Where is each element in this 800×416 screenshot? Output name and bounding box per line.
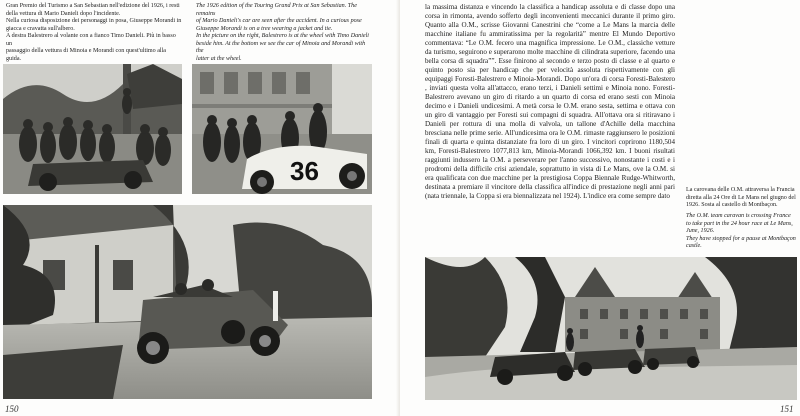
- photo-minoia-morandi-image: [3, 205, 372, 399]
- page-number-right: 151: [780, 404, 794, 414]
- left-caption-italian: Gran Premio del Turismo a San Sebastian nell'edizione del 1926, i resti della vettura di Mario Danieli dopo l'incidente. Nella curiosa disposizione dei personaggi in posa, Giuseppe Morandi in giacca e cravatta sull'albero. A destra Balestrero al volante con a fianco Timo Danieli. Più in basso un passaggio della vettura di Minoia e Morandi con quest'ultimo alla guida.: [6, 3, 182, 62]
- page-number-left: 150: [5, 404, 19, 414]
- main-article-text: [425, 3, 675, 249]
- right-caption-italian: La carovana delle O.M. attraversa la Francia diretta alla 24 Ore di Le Mans nel giugno del 1926. Sosta al castello di Montbaçon.: [686, 187, 796, 208]
- photo-balestrero-image: [192, 64, 372, 194]
- right-caption-english: The O.M. team caravan is crossing France to take part in the 24 hour race at Le Mans, June, 1926. They have stopped for a pause at Montbaçon castle.: [686, 213, 796, 249]
- photo-crash-group: [3, 64, 182, 194]
- left-caption-english: The 1926 edition of the Touring Grand Prix at San Sebastian. The remains of Mario Danieli's car are seen after the accident. In a curious pose Giuseppe Morandi is on a tree wearing a jacket and tie. In the picture on the right, Balestrero is at the wheel with Timo Danieli beside him. At the bottom we see the car of Minoia and Morandi with the latter at the wheel.: [196, 3, 369, 62]
- photo-balestrero-car-36: [192, 64, 372, 194]
- photo-om-caravan-castle: [425, 257, 797, 400]
- article-paragraph: la massima distanza e vincendo la classifica a handicap assoluta e di classe dopo una corsa in rimonta, avendo sofferto degli inconvenienti meccanici durante il primo giro. Quanto alla O.M., scrisse Giovanni Canestrini che “come a Le Mans la marcia delle macchine italiane fu ammiratissima per la regolarità” mentre El Mundo Deportivo commentava: “Le O.M. fecero una magnifica impressione. Le O.M., classiche vetture da turismo, seguirono e superarono molte macchine di cilindrata superiore, facendo una bella corsa di squadra””. Esse finirono al secondo e terzo posto di classe e al quarto e quinto posto sia per handicap che per velocità assoluta rispettivamente con gli equipaggi Foresti-Balestrero e Minoia-Morandi. Dopo un'ora di corsa Foresti-Balestero , inviati questa volta all'attacco, erano terzi, i Danieli settimi e Minoia nono. Foresti-Balestrero avevano un giro di ritardo a un quarto di corsa ed erano sesti con Minoia decimo e i Danieli undicesimi. A metà corsa le O.M. erano sesta, settima e ottava con un giro di vantaggio per Foresti sui compagni di squadra. All'ottava ora si ritiravano i Danieli per rottura di una molla di valvola, un tallone d'Achille della macchina bresciana nelle prime serie. All'undicesima ora le O.M. rimaste raggiunsero le posizioni finali di quarta e quinta distanziate fra loro di un giro. I vincitori coprirono 1180,504 km, Foresti-Balestrero 1077,813 km, Minoia-Morandi 1066,392 km. I buoni risultati raggiunti indussero la O.M. a perseverare per l'anno successivo, nonostante i costi e i prodromi della difficile crisi aziendale, soprattutto in vista di Le Mans, ove la O.M. si era qualificata con due macchine per la prestigiosa Coppa Biennale Rudge-Whitworth, destinata a premiare il vincitore della classifica all'indice di prestazione negli anni pari (nata triennale, la Coppa si era biennalizzata nel 1924). L'indice era come sempre dato: [425, 3, 675, 201]
- photo-minoia-morandi-car: [3, 205, 372, 399]
- photo-crash-group-image: [3, 64, 182, 194]
- photo-caravan-image: [425, 257, 797, 400]
- race-number-36: 36: [290, 156, 319, 186]
